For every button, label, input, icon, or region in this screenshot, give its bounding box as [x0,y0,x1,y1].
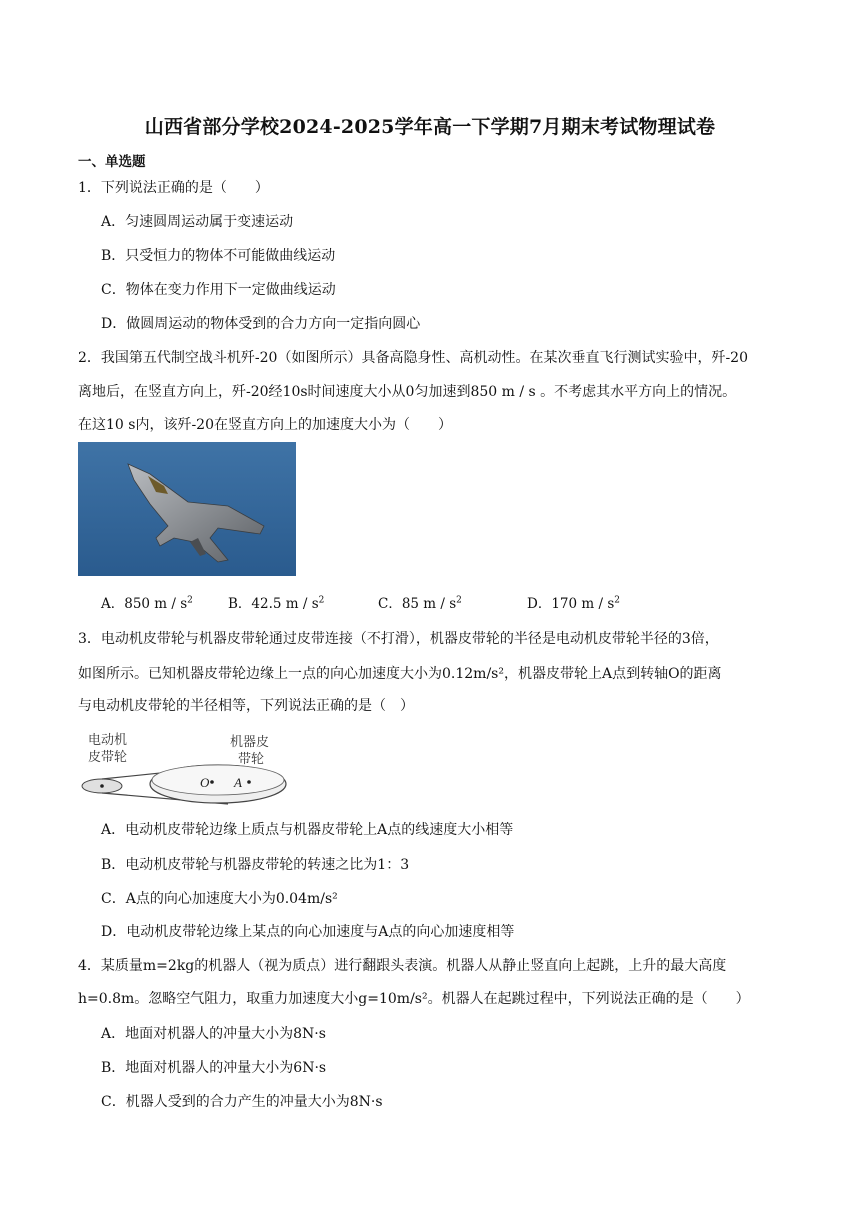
section-heading: 一、单选题 [78,154,146,170]
q2-stem-line-2: 离地后，在竖直方向上，歼-20经10s时间速度大小从0匀加速到850 m / s 。不考虑其水平方向上的情况。 [78,384,737,400]
q3-option-a: A．电动机皮带轮边缘上质点与机器皮带轮上A点的线速度大小相等 [101,822,514,838]
q2-stem-line-1: 2．我国第五代制空战斗机歼-20（如图所示）具备高隐身性、高机动性。在某次垂直飞行测试实验中，歼-20 [78,350,748,366]
q2-option-b: B．42.5 m / $s^2$ [228,595,325,612]
label-motor-pulley-1: 电动机 [88,732,128,747]
q4-option-b: B．地面对机器人的冲量大小为6N·s [101,1060,327,1076]
q4-stem-line-1: 4．某质量m=2kg的机器人（视为质点）进行翻跟头表演。机器人从静止竖直向上起跳，上升的最大高度 [78,958,727,974]
q4-option-a: A．地面对机器人的冲量大小为8N·s [101,1026,326,1042]
q3-stem-line-2: 如图所示。已知机器皮带轮边缘上一点的向心加速度大小为0.12m/s²，机器皮带轮上A点到转轴O的距离 [78,666,722,682]
q1-stem: 1．下列说法正确的是（ ） [78,180,269,196]
q3-option-c: C．A点的向心加速度大小为0.04m/s² [101,891,338,907]
q3-stem-line-1: 3．电动机皮带轮与机器皮带轮通过皮带连接（不打滑），机器皮带轮的半径是电动机皮带轮半径的3倍， [78,631,719,647]
exam-title: 山西省部分学校2024-2025学年高一下学期7月期末考试物理试卷 [144,116,716,138]
label-motor-pulley-2: 皮带轮 [88,749,128,764]
label-point-a: A [234,775,242,790]
q1-option-a: A．匀速圆周运动属于变速运动 [101,214,294,230]
q1-option-b: B．只受恒力的物体不可能做曲线运动 [101,248,336,264]
label-machine-pulley-2: 带轮 [238,751,265,766]
q2-option-c: C．85 m / $s^2$ [378,595,462,612]
q3-stem-line-3: 与电动机皮带轮的半径相等，下列说法正确的是（ ） [78,698,414,714]
q4-option-c: C．机器人受到的合力产生的冲量大小为8N·s [101,1094,383,1110]
q1-option-c: C．物体在变力作用下一定做曲线运动 [101,282,336,298]
q3-option-d: D．电动机皮带轮边缘上某点的向心加速度与A点的向心加速度相等 [101,924,515,940]
q2-option-d: D．170 m / $s^2$ [527,595,620,612]
q3-option-b: B．电动机皮带轮与机器皮带轮的转速之比为1：3 [101,857,410,873]
q2-stem-line-3: 在这10 s内，该歼-20在竖直方向上的加速度大小为（ ） [78,417,452,433]
q4-stem-line-2: h=0.8m。忽略空气阻力，取重力加速度大小g=10m/s²。机器人在起跳过程中，下列说法正确的是（ ） [78,991,750,1007]
j20-fighter-photo [78,442,296,576]
label-machine-pulley-1: 机器皮 [230,734,270,749]
belt-pulley-diagram [78,728,290,806]
q1-option-d: D．做圆周运动的物体受到的合力方向一定指向圆心 [101,316,421,332]
label-axis-o: O [200,775,210,790]
q2-option-a: A．850 m / $s^2$ [101,595,193,612]
